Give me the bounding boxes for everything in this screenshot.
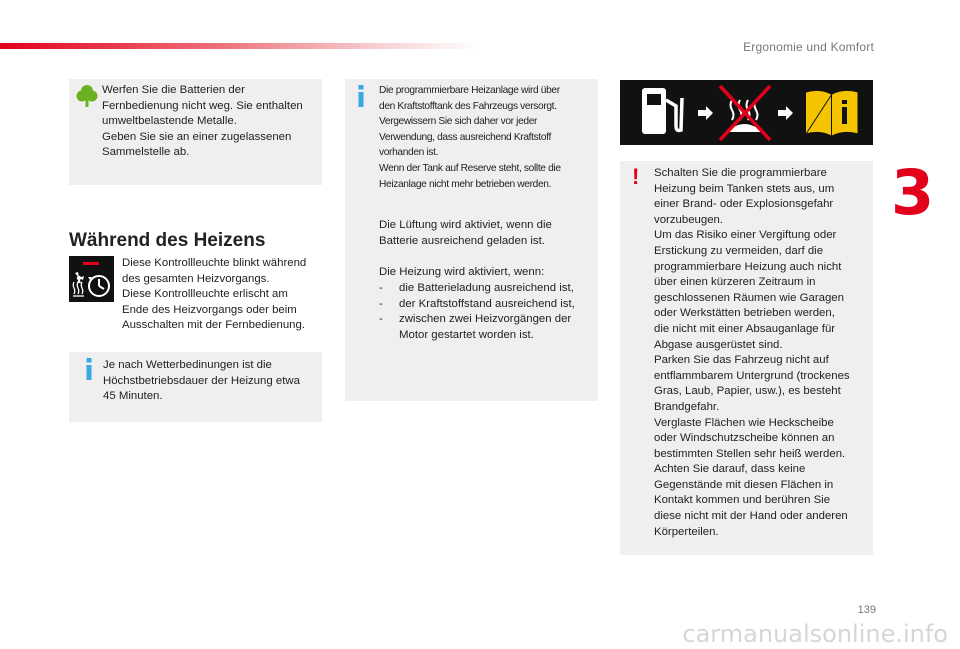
section-heading: Während des Heizens [69,230,266,251]
header-accent-bar [0,43,480,49]
heating-intro: Die Heizung wird aktiviert, wenn: [379,266,545,278]
list-item: - die Batterieladung ausreichend ist, [379,282,574,294]
refuel-pictogram [620,80,873,145]
eco-note-text: Werfen Sie die Batterien der Fernbedienung nicht weg. Sie enthalten umweltbelastende Metalle. Geben Sie sie an einer zugelassenen Sammelstelle ab. [102,84,303,159]
eco-note-box [69,79,322,185]
heating-indicator-icon [69,256,114,302]
indicator-description: Diese Kontrollleuchte blinkt während des gesamten Heizvorgangs. Diese Kontrollleuchte erlischt am Ende des Heizvorgangs oder beim Ausschalten mit der Fernbedienung. [122,257,307,332]
chapter-number: 3 [891,156,935,229]
list-item: - der Kraftstoffstand ausreichend ist, [379,297,575,310]
info-fuel-box [345,79,598,401]
arrow-right-icon [698,106,713,120]
warning-icon: ! [632,164,640,189]
info-duration-box [69,352,322,422]
fuel-pump-icon [642,88,682,134]
warning-box [620,161,873,555]
list-item: - zwischen zwei Heizvorgängen der Motor gestartet worden ist. [379,313,572,341]
watermark-text: carmanualsonline.info [682,620,948,648]
ventilation-text: Die Lüftung wird aktiviet, wenn die Batterie ausreichend geladen ist. [379,219,552,247]
info-duration-text: Je nach Wetterbedinungen ist die Höchstbetriebsdauer der Heizung etwa 45 Minuten. [103,359,300,403]
warning-text: Schalten Sie die programmierbare Heizung beim Tanken stets aus, um einer Brand- oder Explosionsgefahr vorzubeugen. Um das Risiko einer Vergiftung oder Erstickung zu vermeiden, darf die programmierbare Heizung auch nicht über einen kürzeren Zeitraum in geschlossenen Räumen wie Garagen oder Werkstätten betrieben werden, die nicht mit einer Absauganlage für Abgase ausgerüstet sind. Parken Sie das Fahrzeug nicht auf entflammbarem Untergrund (trockenes Gras, Laub, Papier, usw.), es besteht Brandgefahr. Verglaste Flächen wie Heckscheibe oder Windschutzscheibe können an bestimmten Stellen sehr heiß werden. Achten Sie darauf, dass keine Gegenstände mit diesen Flächen in Kontakt kommen und berühren Sie diese nicht mit der Hand oder anderen Körperteilen. [654,167,850,538]
arrow-right-icon [778,106,793,120]
heater-crossed-icon [720,86,770,140]
info-icon [85,358,95,385]
manual-book-icon [806,90,858,136]
info-fuel-text: Die programmierbare Heizanlage wird über den Kraftstofftank des Fahrzeugs versorgt. Vergewissern Sie sich daher vor jeder Verwendung, dass ausreichend Kraftstoff vorhanden ist. Wenn der Tank auf Reserve steht, sollte die Heizanlage nicht mehr betrieben werden. [379,85,561,190]
page-number: 139 [857,604,876,616]
tree-icon [76,84,98,113]
heating-conditions-list [379,281,595,343]
section-title: Ergonomie und Komfort [743,40,874,54]
info-icon [357,85,367,112]
